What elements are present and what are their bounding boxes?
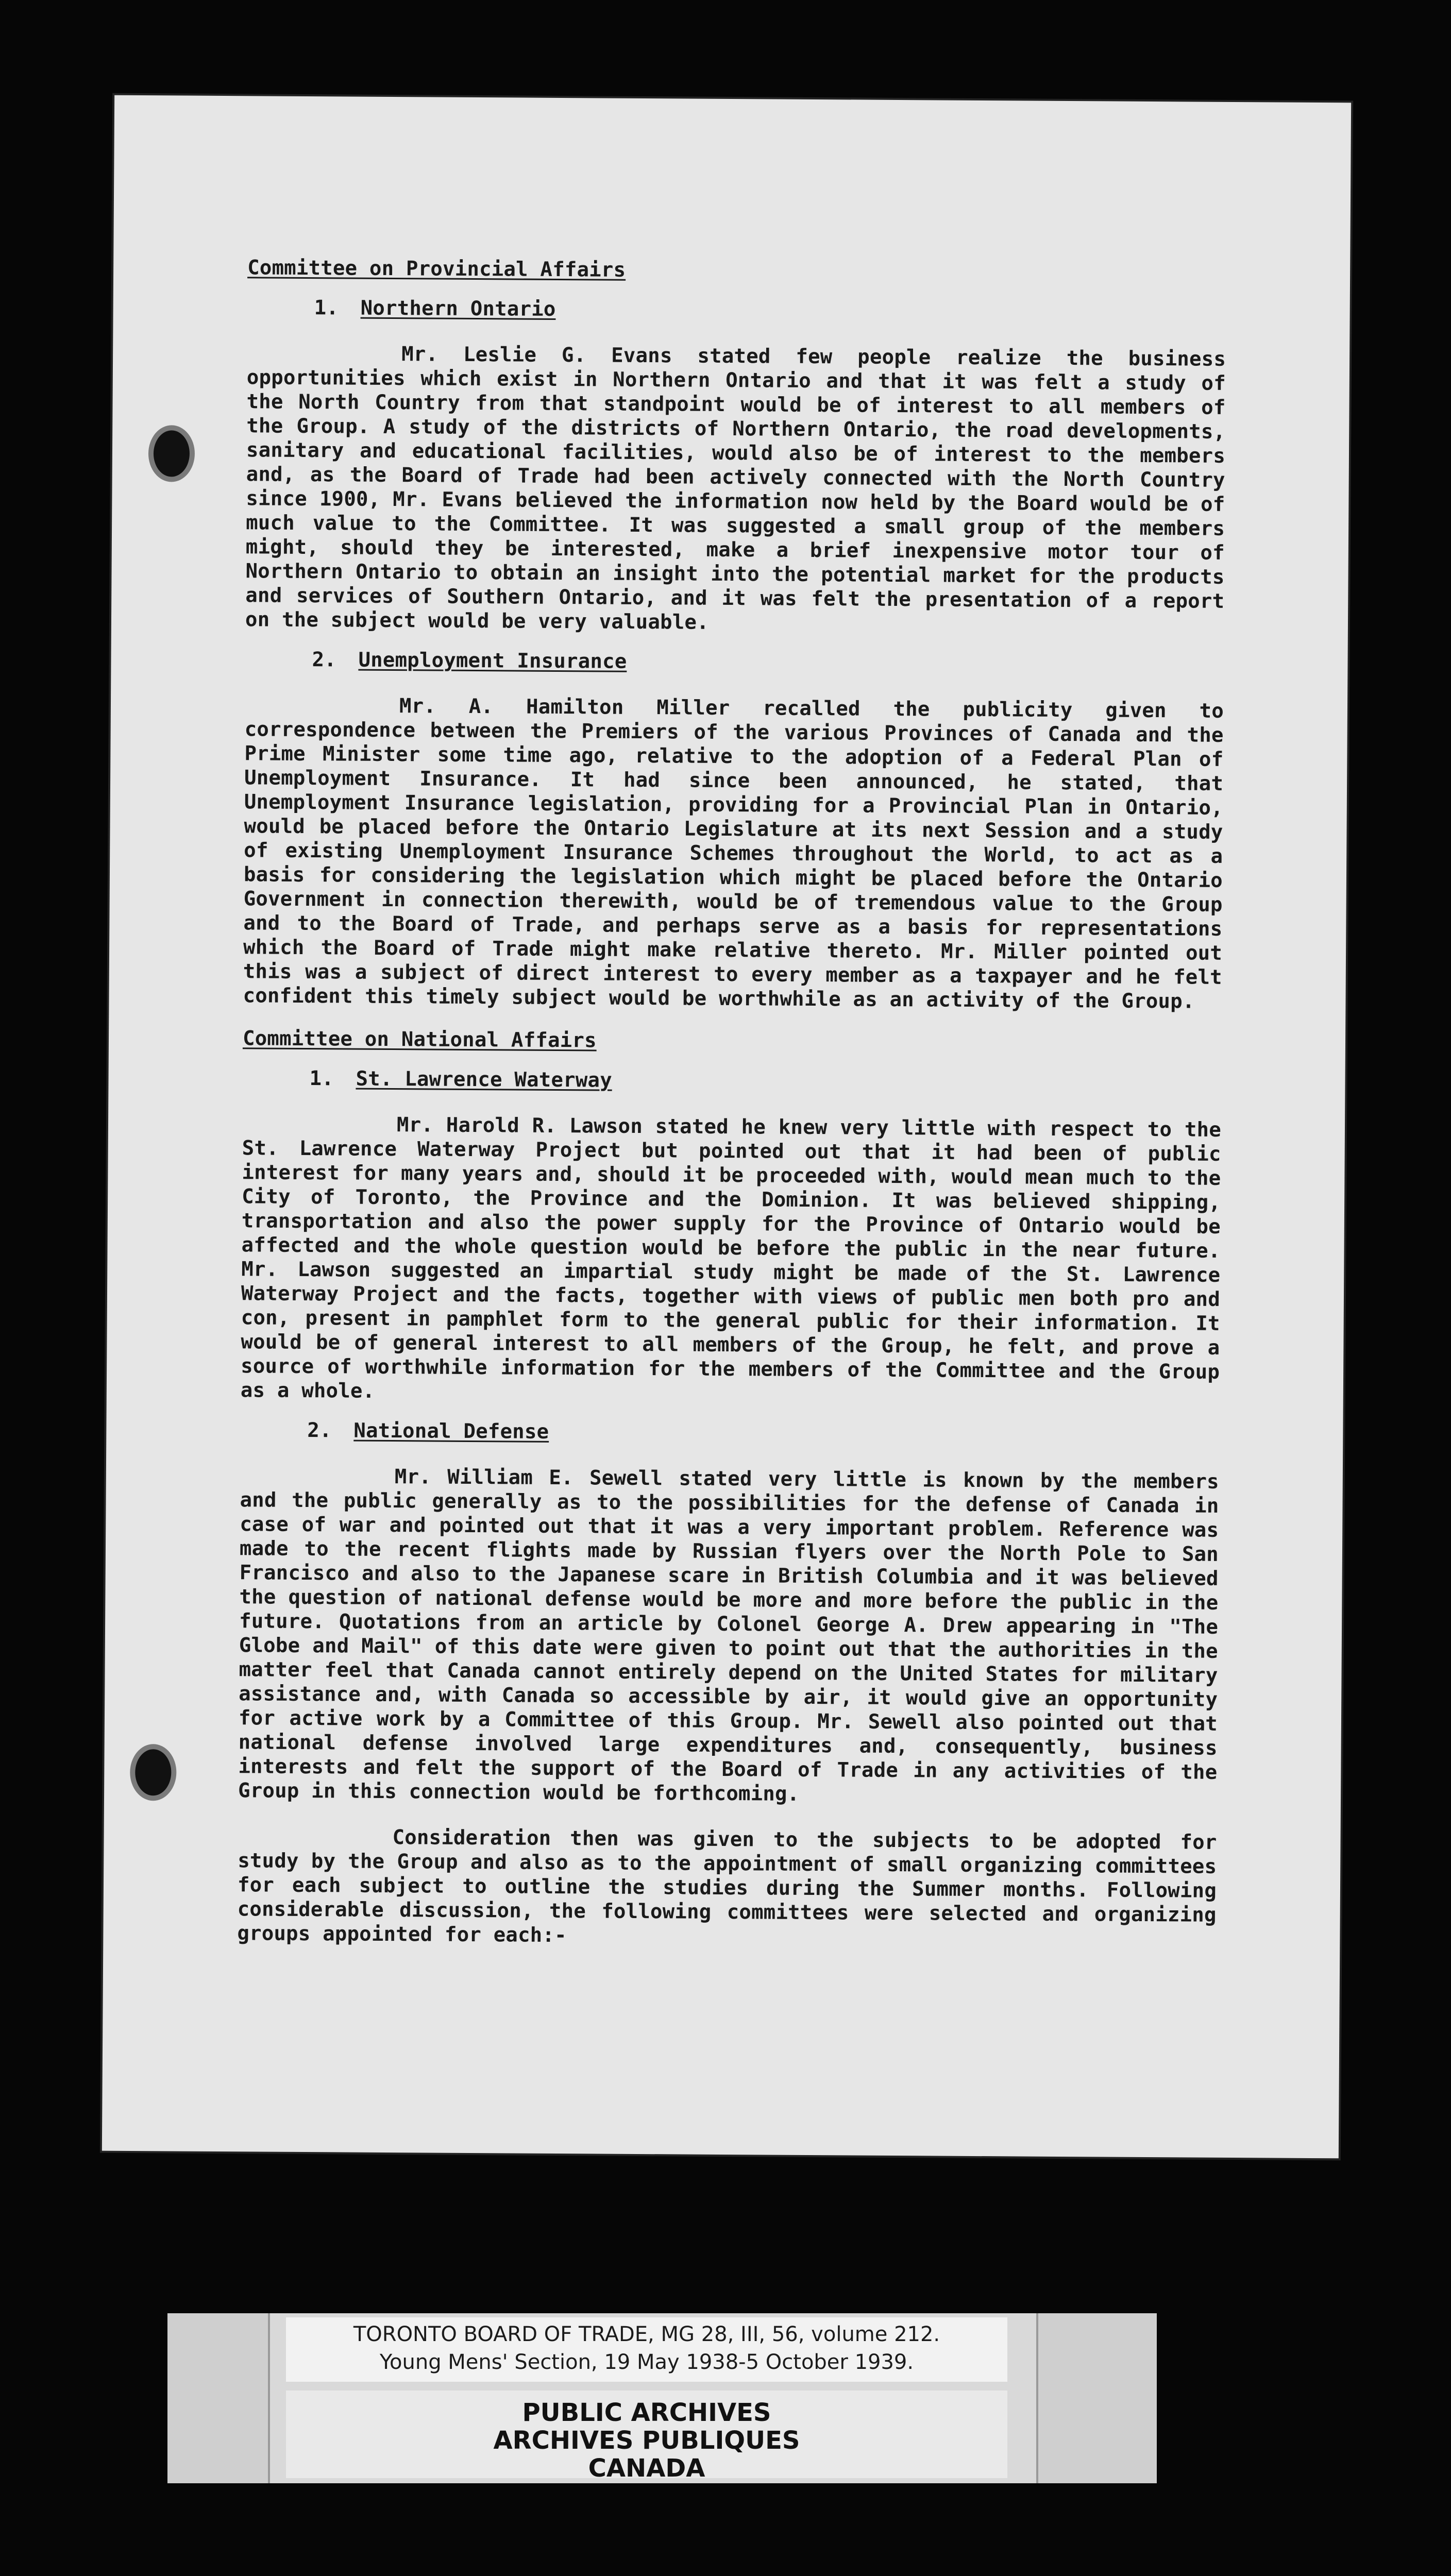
section-heading-provincial: Committee on Provincial Affairs xyxy=(247,256,626,282)
subsection-number: 2. xyxy=(307,1419,332,1443)
subsection-number: 1. xyxy=(314,296,339,320)
subsection-title: Northern Ontario xyxy=(360,296,556,321)
binder-hole-top xyxy=(148,425,195,482)
binder-hole-bottom xyxy=(130,1744,177,1801)
document-page xyxy=(102,95,1351,2159)
subsection-title: National Defense xyxy=(353,1419,549,1444)
paragraph-northern-ontario: Mr. Leslie G. Evans stated few people realize the business opportunities which exist in Northern Ontario and that it was felt a study of the North Country from that standpoint would be of interest to all members of the Group. A study of the districts of Northern Ontario, the road developments, sanitary and educational facilities, would also be of interest to the members and, as the Board of Trade had been actively connected with the North Country since 1900, Mr. Evans believed the information now held by the Board would be of much value to the Committee. It was suggested a small group of the members might, should they be interested, make a brief inexpensive motor tour of Northern Ontario to obtain an insight into the potential market for the products and services of Southern Ontario, and it was felt the presentation of a report on the subject would be very valuable. xyxy=(245,343,1226,634)
subsection-title: Unemployment Insurance xyxy=(358,648,627,673)
subsection-number: 2. xyxy=(312,648,337,672)
subsection-heading xyxy=(309,1066,1221,1096)
archive-reference-line: Young Mens' Section, 19 May 1938-5 October 1939. xyxy=(379,2350,914,2374)
archive-reference xyxy=(286,2317,1007,2382)
stamp-line: CANADA xyxy=(588,2454,705,2483)
paragraph-unemployment-insurance: Mr. A. Hamilton Miller recalled the publicity given to correspondence between the Premiers of the various Provinces of Canada and the Prime Minister some time ago, relative to the adoption of a Federal Plan of Unemployment Insurance. It had since been announced, he stated, that Unemployment Insurance legislation, providing for a Provincial Plan in Ontario, would be placed before the Ontario Legislature at its next Session and a study of existing Unemployment Insurance Schemes throughout the World, to act as a basis for considering the legislation which might be placed before the Ontario Government in connection therewith, would be of tremendous value to the Group and to the Board of Trade, and perhaps serve as a basis for representations which the Board of Trade might make relative thereto. Mr. Miller pointed out this was a subject of direct interest to every member as a taxpayer and he felt confident this timely subject would be worthwhile as an activity of the Group. xyxy=(243,694,1224,1013)
subsection-heading xyxy=(314,296,1226,326)
paragraph-closing: Consideration then was given to the subjects to be adopted for study by the Group and also as to the appointment of small organizing committees for each subject to outline the studies during the Summer months. Following considerable discussion, the following committees were selected and organizing groups appointed for each:- xyxy=(237,1826,1217,1947)
document-text xyxy=(237,256,1226,1952)
subsection-number: 1. xyxy=(309,1067,334,1091)
subsection-heading xyxy=(307,1418,1219,1448)
stamp-line: ARCHIVES PUBLIQUES xyxy=(493,2426,800,2455)
stamp-line: PUBLIC ARCHIVES xyxy=(522,2398,771,2427)
archive-stamp xyxy=(286,2391,1007,2483)
paragraph-national-defense: Mr. William E. Sewell stated very little is known by the members and the public generally as to the possibilities for the defense of Canada in case of war and pointed out that it was a very important problem. Reference was made to the recent flights made by Russian flyers over the North Pole to San Francisco and also to the Japanese scare in British Columbia and it was believed the question of national defense would be more and more before the public in the future. Quotations from an article by Colonel George A. Drew appearing in "The Globe and Mail" of this date were given to point out that the authorities in the matter feel that Canada cannot entirely depend on the United States for military assistance and, with Canada so accessible by air, it would give an opportunity for active work by a Committee of this Group. Mr. Sewell also pointed out that national defense involved large expenditures and, consequently, business interests and felt the support of the Board of Trade in any activities of the Group in this connection would be forthcoming. xyxy=(238,1465,1219,1806)
section-heading-national: Committee on National Affairs xyxy=(242,1027,597,1053)
archive-label-strip xyxy=(167,2313,1157,2483)
subsection-title: St. Lawrence Waterway xyxy=(356,1067,612,1092)
subsection-heading xyxy=(312,648,1224,677)
paragraph-st-lawrence-waterway: Mr. Harold R. Lawson stated he knew very little with respect to the St. Lawrence Waterway Project but pointed out that it had been of public interest for many years and, should it be proceeded with, would mean much to the City of Toronto, the Province and the Dominion. It was believed shipping, transportation and also the power supply for the Province of Ontario would be affected and the whole question would be before the public in the near future. Mr. Lawson suggested an impartial study might be made of the St. Lawrence Waterway Project and the facts, together with views of public men both pro and con, present in pamphlet form to the general public for their information. It would be of general interest to all members of the Group, he felt, and prove a source of worthwhile information for the members of the Committee and the Group as a whole. xyxy=(240,1113,1222,1403)
archive-reference-line: TORONTO BOARD OF TRADE, MG 28, III, 56, volume 212. xyxy=(353,2323,940,2346)
